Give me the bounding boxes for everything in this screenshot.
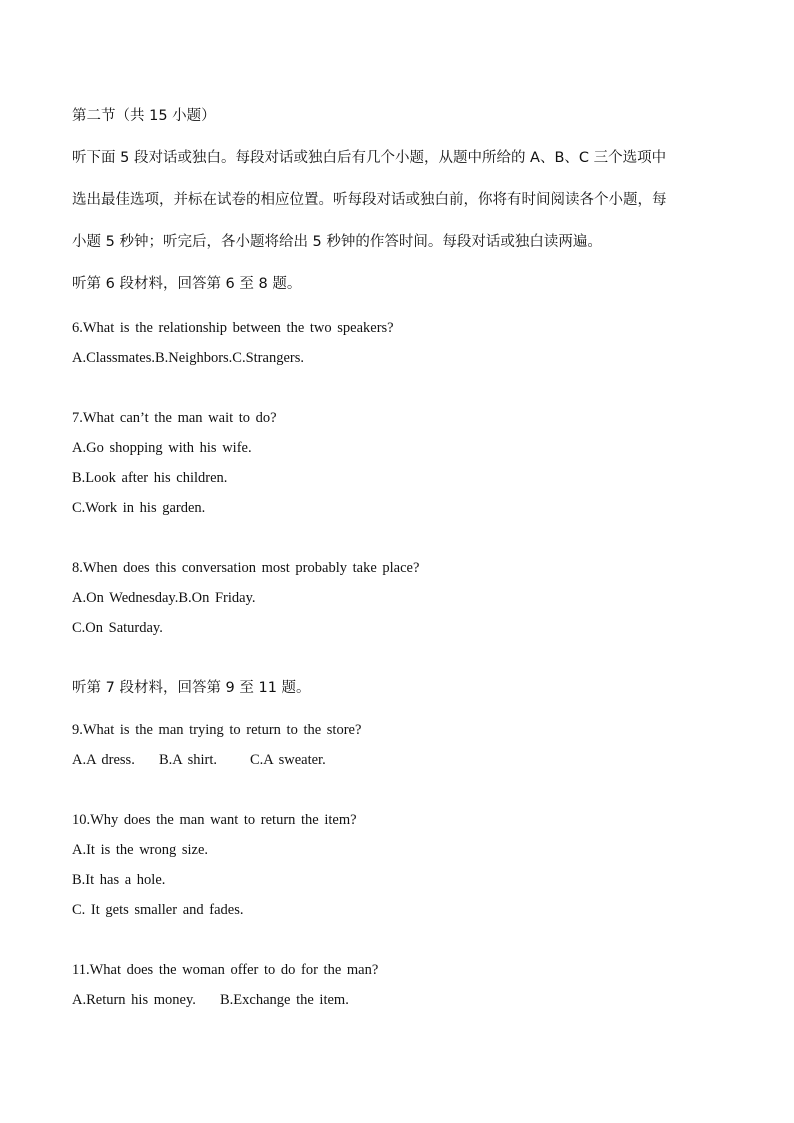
question-9-options — [72, 750, 326, 770]
question-6: 6.What is the relationship between the two speakers? — [72, 320, 394, 336]
question-8-options-ab: A.On Wednesday.B.On Friday. — [72, 590, 256, 606]
question-7: 7.What can’t the man wait to do? — [72, 410, 277, 426]
question-7-option-a: A.Go shopping with his wife. — [72, 440, 252, 456]
passage-6-intro: 听第 6 段材料，回答第 6 至 8 题。 — [72, 276, 302, 292]
question-8: 8.When does this conversation most probably take place? — [72, 560, 420, 576]
question-8-option-c: C.On Saturday. — [72, 620, 163, 636]
question-10-option-a: A.It is the wrong size. — [72, 842, 209, 858]
question-11-option-a: A.Return his money. — [72, 992, 196, 1008]
question-11: 11.What does the woman offer to do for the man? — [72, 962, 379, 978]
question-7-option-b: B.Look after his children. — [72, 470, 228, 486]
question-10: 10.Why does the man want to return the item? — [72, 812, 357, 828]
question-9: 9.What is the man trying to return to the store? — [72, 722, 362, 738]
question-10-option-b: B.It has a hole. — [72, 872, 166, 888]
question-9-option-a: A.A dress. — [72, 752, 135, 768]
question-11-option-b: B.Exchange the item. — [220, 992, 349, 1008]
instruction-line-1: 听下面 5 段对话或独白。每段对话或独白后有几个小题，从题中所给的 A、B、C 三个选项中 — [72, 150, 667, 166]
question-11-options — [72, 990, 349, 1010]
instruction-line-3: 小题 5 秒钟；听完后，各小题将给出 5 秒钟的作答时间。每段对话或独白读两遍。 — [72, 234, 602, 250]
instruction-line-2: 选出最佳选项，并标在试卷的相应位置。听每段对话或独白前，你将有时间阅读各个小题，每 — [72, 192, 667, 208]
question-7-option-c: C.Work in his garden. — [72, 500, 206, 516]
passage-7-intro: 听第 7 段材料，回答第 9 至 11 题。 — [72, 680, 311, 696]
question-6-options: A.Classmates.B.Neighbors.C.Strangers. — [72, 350, 304, 366]
question-10-option-c: C. It gets smaller and fades. — [72, 902, 244, 918]
question-9-option-b: B.A shirt. — [159, 752, 217, 768]
question-9-option-c: C.A sweater. — [250, 752, 326, 768]
section-heading: 第二节（共 15 小题） — [72, 108, 216, 124]
